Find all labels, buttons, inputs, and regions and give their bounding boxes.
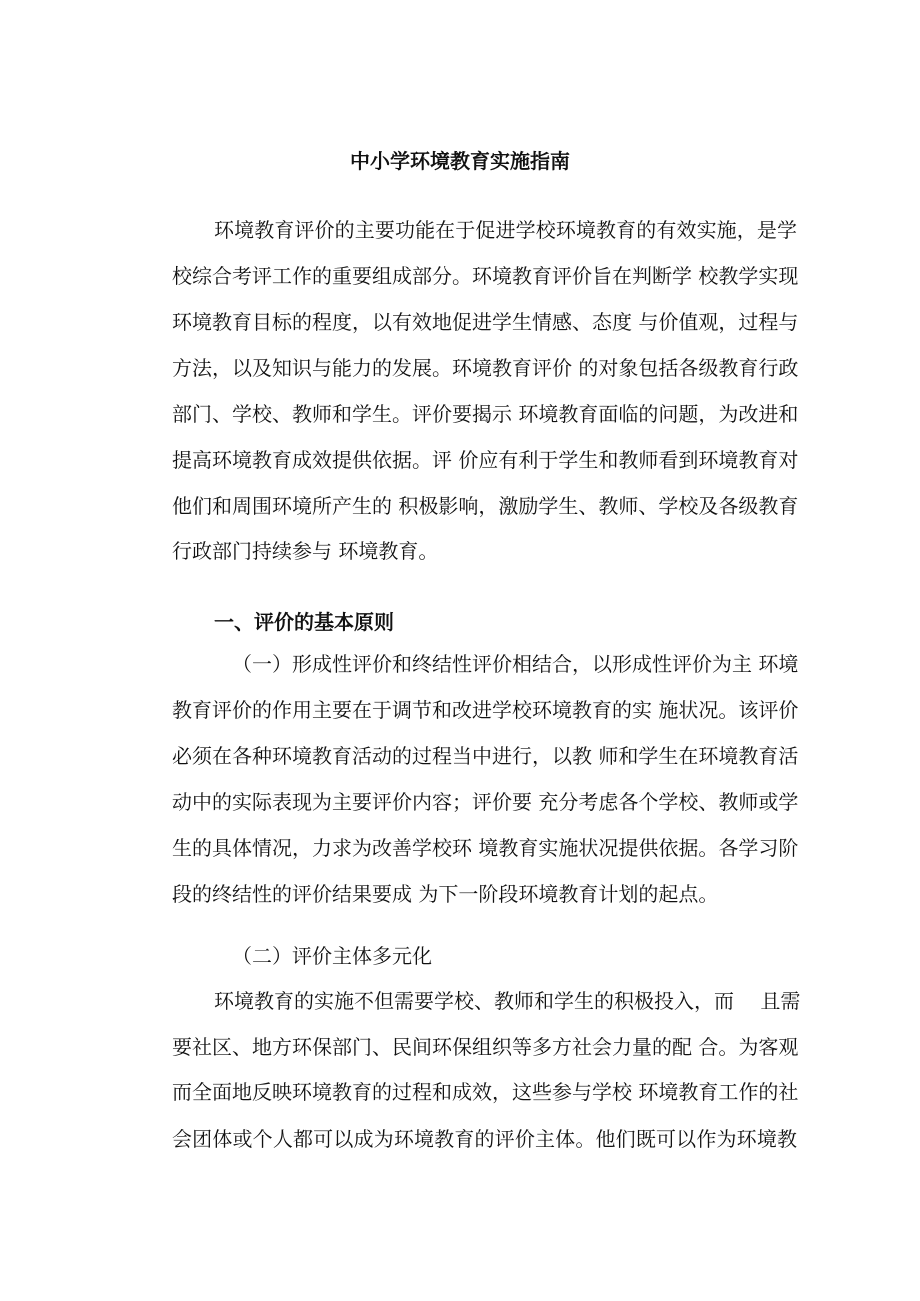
paragraph-line: 动中的实际表现为主要评价内容；评价要 充分考虑各个学校、教师或学: [172, 790, 799, 814]
paragraph-line: 行政部门持续参与 环境教育。: [172, 539, 439, 563]
section-heading: 一、评价的基本原则: [214, 610, 394, 634]
paragraph-line: 而全面地反映环境教育的过程和成效，这些参与学校 环境教育工作的社: [172, 1080, 799, 1104]
paragraph-line: 环境教育目标的程度，以有效地促进学生情感、态度 与价值观，过程与: [172, 310, 799, 334]
paragraph-line: 提高环境教育成效提供依据。评 价应有利于学生和教师看到环境教育对: [172, 448, 799, 472]
paragraph-line: 方法，以及知识与能力的发展。环境教育评价 的对象包括各级教育行政: [172, 356, 799, 380]
document-title: 中小学环境教育实施指南: [350, 149, 570, 173]
paragraph-line: 教育评价的作用主要在于调节和改进学校环境教育的实 施状况。该评价: [172, 698, 799, 722]
paragraph-line: 环境教育评价的主要功能在于促进学校环境教育的有效实施，是学: [214, 218, 797, 242]
paragraph-line: 会团体或个人都可以成为环境教育的评价主体。他们既可以作为环境教: [172, 1127, 797, 1151]
paragraph-line: （一）形成性评价和终结性评价相结合，以形成性评价为主 环境: [232, 652, 799, 676]
paragraph-line: 要社区、地方环保部门、民间环保组织等多方社会力量的配 合。为客观: [172, 1035, 799, 1059]
paragraph-line: 必须在各种环境教育活动的过程当中进行，以教 师和学生在环境教育活: [172, 744, 799, 768]
paragraph-line: 生的具体情况，力求为改善学校环 境教育实施状况提供依据。各学习阶: [172, 836, 799, 860]
paragraph-line: 段的终结性的评价结果要成 为下一阶段环境教育计划的起点。: [172, 882, 719, 906]
paragraph-line: 环境教育的实施不但需要学校、教师和学生的积极投入，而 且需: [214, 989, 801, 1013]
paragraph-line: 部门、学校、教师和学生。评价要揭示 环境教育面临的问题，为改进和: [172, 402, 799, 426]
paragraph-line: 他们和周围环境所产生的 积极影响，激励学生、教师、学校及各级教育: [172, 494, 799, 518]
subsection-heading: （二）评价主体多元化: [232, 944, 432, 968]
paragraph-line: 校综合考评工作的重要组成部分。环境教育评价旨在判断学 校教学实现: [172, 264, 799, 288]
